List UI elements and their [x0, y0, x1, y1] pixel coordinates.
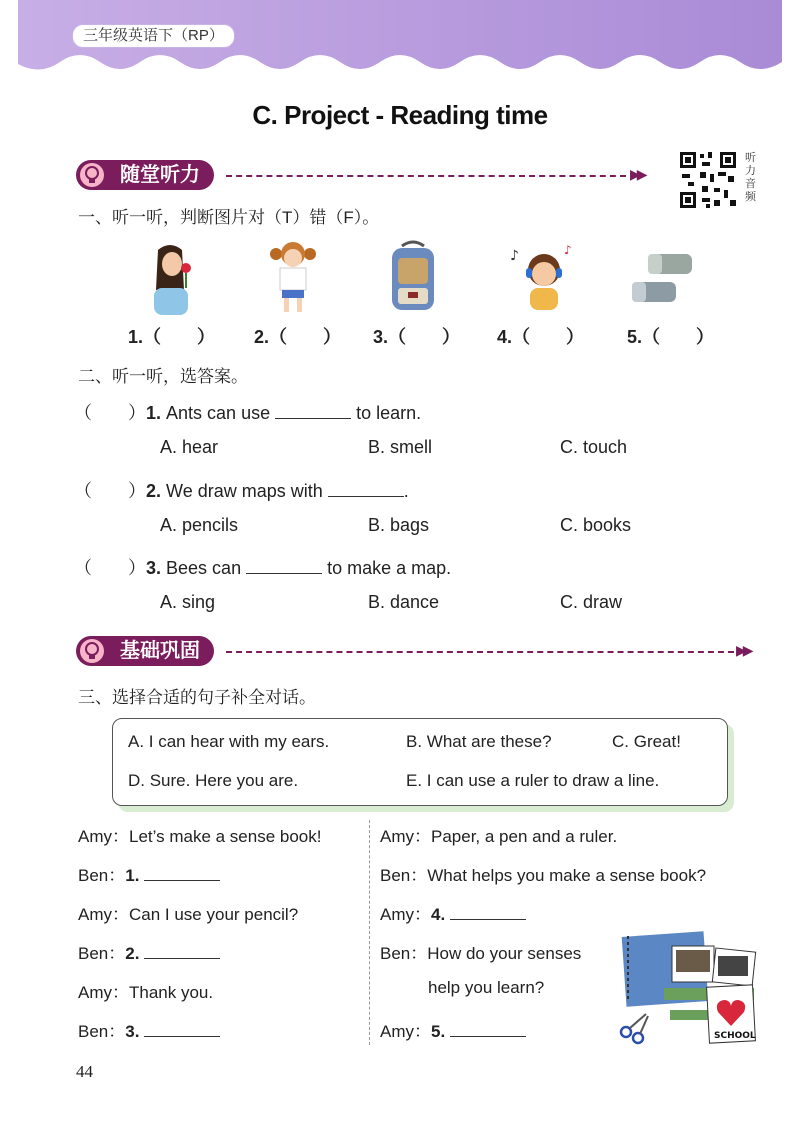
dialogue-line	[78, 939, 220, 964]
answer-blank[interactable]	[144, 944, 220, 959]
option-c[interactable]: C. draw	[560, 592, 623, 612]
svg-text:♪: ♪	[510, 248, 519, 264]
speaker: Ben：	[78, 866, 126, 885]
dialogue-line: Amy：Paper, a pen and a ruler.	[380, 827, 618, 846]
choice-e[interactable]: E. I can use a ruler to draw a line.	[406, 771, 660, 790]
part1-item-1[interactable]: 1.（ ）	[128, 327, 216, 347]
speaker: Amy：	[380, 1022, 431, 1041]
dialogue-line	[78, 861, 220, 886]
answer-blank[interactable]	[144, 1022, 220, 1037]
option-a[interactable]: A. pencils	[160, 515, 239, 535]
dialogue-line: help you learn?	[428, 978, 545, 997]
answer-blank[interactable]	[450, 1022, 526, 1037]
dialogue-line	[380, 900, 526, 925]
svg-text:♪: ♪	[564, 243, 572, 257]
speaker: Ben：	[78, 944, 126, 963]
dialogue-line	[78, 1017, 220, 1042]
answer-blank[interactable]	[450, 905, 526, 920]
answer-blank[interactable]	[275, 404, 351, 419]
part1-item-5[interactable]: 5.（ ）	[627, 327, 715, 347]
dialogue-line: Amy：Thank you.	[78, 983, 214, 1002]
scissors-icon	[621, 1014, 648, 1043]
blank-number: 4.	[431, 905, 446, 924]
dialogue-line	[380, 1017, 526, 1042]
blank-number: 1.	[125, 866, 140, 885]
section-divider-line	[226, 175, 626, 177]
section-title: 基础巩固	[120, 640, 200, 662]
choice-a[interactable]: A. I can hear with my ears.	[128, 732, 330, 751]
section-divider-line	[226, 651, 734, 653]
option-b[interactable]: B. bags	[368, 515, 430, 535]
qr-code-icon[interactable]	[678, 150, 738, 210]
blank-number: 2.	[125, 944, 140, 963]
option-c[interactable]: C. books	[560, 515, 632, 535]
question-number: 1.	[146, 403, 162, 423]
question-text-post: to make a map.	[327, 558, 452, 578]
blank-number: 3.	[125, 1022, 140, 1041]
question-number: 2.	[146, 481, 162, 501]
part2-question-3	[74, 554, 451, 580]
option-a[interactable]: A. sing	[160, 592, 216, 612]
option-b[interactable]: B. smell	[368, 437, 433, 457]
dialogue-line: Ben：How do your senses	[380, 944, 582, 963]
part1-item-2[interactable]: 2.（ ）	[254, 327, 342, 347]
speaker: Amy：	[380, 905, 431, 924]
part2-question-1	[74, 399, 421, 425]
question-text-post: to learn.	[356, 403, 422, 423]
choice-b[interactable]: B. What are these?	[406, 732, 552, 751]
book-tag: 三年级英语下（RP）	[72, 24, 235, 48]
answer-blank[interactable]	[328, 482, 404, 497]
dialogue-column-divider	[369, 820, 370, 1045]
answer-blank[interactable]	[144, 866, 220, 881]
part1-item-4[interactable]: 4.（ ）	[497, 327, 585, 347]
answer-bracket[interactable]: （ ）	[74, 481, 146, 501]
double-arrow-icon: ▶▶	[630, 166, 644, 182]
option-c[interactable]: C. touch	[560, 437, 628, 457]
question-text-pre: Ants can use	[166, 403, 271, 423]
answer-bracket[interactable]: （ ）	[74, 403, 146, 423]
school-label: SCHOOL	[714, 1031, 756, 1041]
blank-number: 5.	[431, 1022, 446, 1041]
girl-smelling-flower-picture	[140, 240, 210, 315]
answer-blank[interactable]	[246, 559, 322, 574]
question-text-pre: We draw maps with	[166, 481, 323, 501]
girl-holding-paper-picture	[268, 236, 318, 316]
option-a[interactable]: A. hear	[160, 437, 219, 457]
qr-label: 听力音频	[745, 152, 756, 203]
section-badge-listen	[76, 160, 214, 190]
choice-d[interactable]: D. Sure. Here you are.	[128, 771, 299, 790]
page-number: 44	[76, 1062, 93, 1081]
part3-instruction: 三、选择合适的句子补全对话。	[78, 688, 316, 707]
option-b[interactable]: B. dance	[368, 592, 440, 612]
section-title: 随堂听力	[120, 164, 200, 186]
sense-book-illustration	[618, 928, 760, 1048]
erasers-picture	[628, 250, 698, 310]
speaker: Ben：	[78, 1022, 126, 1041]
school-bag-picture	[388, 240, 438, 312]
question-text-post: .	[403, 481, 409, 501]
lightbulb-icon	[80, 163, 104, 187]
part1-instruction: 一、听一听，判断图片对（T）错（F）。	[78, 208, 380, 227]
choice-c[interactable]: C. Great!	[612, 732, 681, 751]
part2-instruction: 二、听一听，选答案。	[78, 367, 248, 386]
answer-bracket[interactable]: （ ）	[74, 558, 146, 578]
question-number: 3.	[146, 558, 162, 578]
question-text-pre: Bees can	[166, 558, 242, 578]
double-arrow-icon: ▶▶	[736, 642, 750, 658]
part2-question-2	[74, 477, 409, 503]
lightbulb-icon	[80, 639, 104, 663]
page-title: C. Project - Reading time	[252, 100, 548, 130]
part1-item-3[interactable]: 3.（ ）	[373, 327, 461, 347]
section-badge-consolidate	[76, 636, 214, 666]
dialogue-line: Amy：Can I use your pencil?	[78, 905, 299, 924]
dialogue-line: Ben：What helps you make a sense book?	[380, 866, 707, 885]
girl-with-headphones-picture	[508, 240, 578, 312]
dialogue-line: Amy：Let’s make a sense book!	[78, 827, 322, 846]
